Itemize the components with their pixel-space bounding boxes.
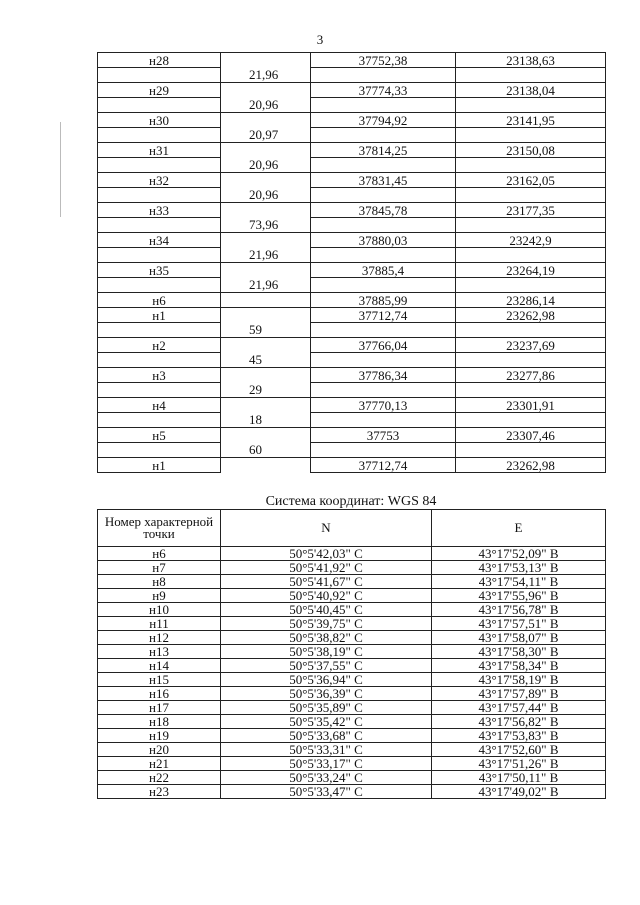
e-coordinate-cell: 43°17'58,19" В bbox=[432, 673, 606, 687]
n-coordinate-cell: 37752,38 bbox=[311, 53, 456, 68]
n-coordinate-cell: 37786,34 bbox=[311, 368, 456, 383]
table-row bbox=[98, 428, 606, 443]
point-cell: н9 bbox=[98, 589, 221, 603]
n-coordinate-cell: 50°5'33,68" С bbox=[221, 729, 432, 743]
n-coordinate-cell: 50°5'40,92" С bbox=[221, 589, 432, 603]
empty-cell bbox=[311, 383, 456, 398]
empty-cell bbox=[456, 188, 606, 203]
empty-cell bbox=[98, 188, 221, 203]
middle-cell bbox=[221, 233, 311, 248]
table-header-row bbox=[98, 510, 606, 547]
empty-cell bbox=[311, 248, 456, 263]
e-coordinate-cell: 43°17'56,78" В bbox=[432, 603, 606, 617]
empty-cell bbox=[311, 413, 456, 428]
point-cell: н15 bbox=[98, 673, 221, 687]
empty-cell bbox=[98, 128, 221, 143]
empty-cell bbox=[456, 218, 606, 233]
distance-cell: 20,96 bbox=[221, 158, 311, 173]
distance-row bbox=[98, 443, 606, 458]
point-cell: н19 bbox=[98, 729, 221, 743]
header-point-number: Номер характерной точки bbox=[98, 510, 221, 547]
n-coordinate-cell: 50°5'33,24" С bbox=[221, 771, 432, 785]
point-cell: н31 bbox=[98, 143, 221, 158]
table-row bbox=[98, 338, 606, 353]
n-coordinate-cell: 50°5'38,82" С bbox=[221, 631, 432, 645]
empty-cell bbox=[311, 443, 456, 458]
e-coordinate-cell: 43°17'52,09" В bbox=[432, 547, 606, 561]
empty-cell bbox=[311, 98, 456, 113]
margin-mark bbox=[60, 122, 61, 217]
n-coordinate-cell: 37814,25 bbox=[311, 143, 456, 158]
table-row bbox=[98, 757, 606, 771]
middle-cell bbox=[221, 53, 311, 68]
empty-cell bbox=[98, 278, 221, 293]
distance-row bbox=[98, 128, 606, 143]
e-coordinate-cell: 23264,19 bbox=[456, 263, 606, 278]
e-coordinate-cell: 23277,86 bbox=[456, 368, 606, 383]
table-row bbox=[98, 701, 606, 715]
e-coordinate-cell: 43°17'55,96" В bbox=[432, 589, 606, 603]
e-coordinate-cell: 43°17'50,11" В bbox=[432, 771, 606, 785]
empty-cell bbox=[98, 443, 221, 458]
empty-cell bbox=[311, 218, 456, 233]
middle-cell bbox=[221, 293, 311, 308]
empty-cell bbox=[98, 248, 221, 263]
distance-row bbox=[98, 68, 606, 83]
table-row bbox=[98, 561, 606, 575]
point-cell: н1 bbox=[98, 458, 221, 473]
n-coordinate-cell: 50°5'36,94" С bbox=[221, 673, 432, 687]
empty-cell bbox=[311, 278, 456, 293]
n-coordinate-cell: 37766,04 bbox=[311, 338, 456, 353]
n-coordinate-cell: 37831,45 bbox=[311, 173, 456, 188]
table-row bbox=[98, 687, 606, 701]
e-coordinate-cell: 23242,9 bbox=[456, 233, 606, 248]
distance-row bbox=[98, 413, 606, 428]
n-coordinate-cell: 37794,92 bbox=[311, 113, 456, 128]
local-coordinates-table bbox=[97, 52, 606, 473]
e-coordinate-cell: 23262,98 bbox=[456, 308, 606, 323]
n-coordinate-cell: 37753 bbox=[311, 428, 456, 443]
empty-cell bbox=[98, 353, 221, 368]
n-coordinate-cell: 37774,33 bbox=[311, 83, 456, 98]
table-row bbox=[98, 458, 606, 473]
table-row bbox=[98, 113, 606, 128]
n-coordinate-cell: 37712,74 bbox=[311, 458, 456, 473]
e-coordinate-cell: 23141,95 bbox=[456, 113, 606, 128]
table-row bbox=[98, 631, 606, 645]
point-cell: н21 bbox=[98, 757, 221, 771]
distance-cell: 60 bbox=[221, 443, 311, 458]
n-coordinate-cell: 37885,99 bbox=[311, 293, 456, 308]
n-coordinate-cell: 50°5'35,89" С bbox=[221, 701, 432, 715]
distance-row bbox=[98, 353, 606, 368]
empty-cell bbox=[98, 158, 221, 173]
n-coordinate-cell: 50°5'33,17" С bbox=[221, 757, 432, 771]
n-coordinate-cell: 50°5'36,39" С bbox=[221, 687, 432, 701]
e-coordinate-cell: 23177,35 bbox=[456, 203, 606, 218]
point-cell: н10 bbox=[98, 603, 221, 617]
e-coordinate-cell: 43°17'58,30" В bbox=[432, 645, 606, 659]
table-row bbox=[98, 233, 606, 248]
empty-cell bbox=[98, 383, 221, 398]
table-row bbox=[98, 547, 606, 561]
point-cell: н2 bbox=[98, 338, 221, 353]
e-coordinate-cell: 43°17'49,02" В bbox=[432, 785, 606, 799]
distance-cell: 20,97 bbox=[221, 128, 311, 143]
middle-cell bbox=[221, 263, 311, 278]
e-coordinate-cell: 23138,04 bbox=[456, 83, 606, 98]
table-row bbox=[98, 659, 606, 673]
e-coordinate-cell: 43°17'57,89" В bbox=[432, 687, 606, 701]
e-coordinate-cell: 43°17'53,13" В bbox=[432, 561, 606, 575]
point-cell: н28 bbox=[98, 53, 221, 68]
middle-cell bbox=[221, 338, 311, 353]
coordinate-system-caption: Система координат: WGS 84 bbox=[265, 494, 437, 509]
point-cell: н32 bbox=[98, 173, 221, 188]
point-cell: н7 bbox=[98, 561, 221, 575]
empty-cell bbox=[311, 158, 456, 173]
table-row bbox=[98, 143, 606, 158]
n-coordinate-cell: 37770,13 bbox=[311, 398, 456, 413]
table-row bbox=[98, 398, 606, 413]
empty-cell bbox=[456, 383, 606, 398]
empty-cell bbox=[456, 443, 606, 458]
distance-cell: 73,96 bbox=[221, 218, 311, 233]
table-row bbox=[98, 715, 606, 729]
empty-cell bbox=[456, 158, 606, 173]
table-row bbox=[98, 771, 606, 785]
table-row bbox=[98, 308, 606, 323]
empty-cell bbox=[456, 128, 606, 143]
table-row bbox=[98, 603, 606, 617]
point-cell: н29 bbox=[98, 83, 221, 98]
wgs84-coordinates-table bbox=[97, 509, 606, 799]
e-coordinate-cell: 23301,91 bbox=[456, 398, 606, 413]
distance-row bbox=[98, 323, 606, 338]
point-cell: н1 bbox=[98, 308, 221, 323]
table-row bbox=[98, 589, 606, 603]
empty-cell bbox=[456, 413, 606, 428]
empty-cell bbox=[311, 188, 456, 203]
distance-row bbox=[98, 278, 606, 293]
point-cell: н6 bbox=[98, 293, 221, 308]
e-coordinate-cell: 23237,69 bbox=[456, 338, 606, 353]
n-coordinate-cell: 50°5'39,75" С bbox=[221, 617, 432, 631]
table-row bbox=[98, 617, 606, 631]
empty-cell bbox=[98, 323, 221, 338]
middle-cell bbox=[221, 173, 311, 188]
point-cell: н33 bbox=[98, 203, 221, 218]
middle-cell bbox=[221, 203, 311, 218]
point-cell: н4 bbox=[98, 398, 221, 413]
middle-cell bbox=[221, 113, 311, 128]
e-coordinate-cell: 23150,08 bbox=[456, 143, 606, 158]
empty-cell bbox=[456, 353, 606, 368]
point-cell: н17 bbox=[98, 701, 221, 715]
e-coordinate-cell: 43°17'56,82" В bbox=[432, 715, 606, 729]
point-cell: н14 bbox=[98, 659, 221, 673]
e-coordinate-cell: 43°17'53,83" В bbox=[432, 729, 606, 743]
middle-cell bbox=[221, 83, 311, 98]
point-cell: н23 bbox=[98, 785, 221, 799]
distance-row bbox=[98, 98, 606, 113]
distance-cell: 20,96 bbox=[221, 98, 311, 113]
middle-cell bbox=[221, 458, 311, 473]
distance-cell: 29 bbox=[221, 383, 311, 398]
table-row bbox=[98, 743, 606, 757]
middle-cell bbox=[221, 143, 311, 158]
n-coordinate-cell: 50°5'38,19" С bbox=[221, 645, 432, 659]
empty-cell bbox=[456, 248, 606, 263]
e-coordinate-cell: 23307,46 bbox=[456, 428, 606, 443]
n-coordinate-cell: 50°5'41,67" С bbox=[221, 575, 432, 589]
n-coordinate-cell: 37885,4 bbox=[311, 263, 456, 278]
n-coordinate-cell: 37845,78 bbox=[311, 203, 456, 218]
table-row bbox=[98, 203, 606, 218]
empty-cell bbox=[98, 218, 221, 233]
table-row bbox=[98, 263, 606, 278]
empty-cell bbox=[311, 68, 456, 83]
n-coordinate-cell: 50°5'37,55" С bbox=[221, 659, 432, 673]
table-row bbox=[98, 785, 606, 799]
point-cell: н12 bbox=[98, 631, 221, 645]
point-cell: н11 bbox=[98, 617, 221, 631]
distance-cell: 45 bbox=[221, 353, 311, 368]
page-number: 3 bbox=[316, 32, 324, 47]
table-row bbox=[98, 575, 606, 589]
e-coordinate-cell: 23138,63 bbox=[456, 53, 606, 68]
empty-cell bbox=[456, 278, 606, 293]
point-cell: н18 bbox=[98, 715, 221, 729]
point-cell: н3 bbox=[98, 368, 221, 383]
e-coordinate-cell: 43°17'52,60" В bbox=[432, 743, 606, 757]
distance-cell: 20,96 bbox=[221, 188, 311, 203]
empty-cell bbox=[456, 98, 606, 113]
table-row bbox=[98, 83, 606, 98]
e-coordinate-cell: 43°17'57,44" В bbox=[432, 701, 606, 715]
point-cell: н30 bbox=[98, 113, 221, 128]
header-e: E bbox=[432, 510, 606, 547]
point-cell: н6 bbox=[98, 547, 221, 561]
empty-cell bbox=[311, 128, 456, 143]
n-coordinate-cell: 50°5'33,31" С bbox=[221, 743, 432, 757]
empty-cell bbox=[311, 353, 456, 368]
table-row bbox=[98, 673, 606, 687]
n-coordinate-cell: 50°5'33,47" С bbox=[221, 785, 432, 799]
e-coordinate-cell: 23162,05 bbox=[456, 173, 606, 188]
empty-cell bbox=[456, 68, 606, 83]
distance-cell: 21,96 bbox=[221, 278, 311, 293]
distance-row bbox=[98, 218, 606, 233]
table-row bbox=[98, 293, 606, 308]
empty-cell bbox=[311, 323, 456, 338]
distance-row bbox=[98, 248, 606, 263]
point-cell: н35 bbox=[98, 263, 221, 278]
point-cell: н8 bbox=[98, 575, 221, 589]
distance-cell: 18 bbox=[221, 413, 311, 428]
middle-cell bbox=[221, 368, 311, 383]
e-coordinate-cell: 43°17'58,34" В bbox=[432, 659, 606, 673]
e-coordinate-cell: 43°17'58,07" В bbox=[432, 631, 606, 645]
n-coordinate-cell: 37880,03 bbox=[311, 233, 456, 248]
middle-cell bbox=[221, 308, 311, 323]
distance-cell: 21,96 bbox=[221, 68, 311, 83]
e-coordinate-cell: 43°17'54,11" В bbox=[432, 575, 606, 589]
point-cell: н13 bbox=[98, 645, 221, 659]
distance-row bbox=[98, 188, 606, 203]
n-coordinate-cell: 50°5'41,92" С bbox=[221, 561, 432, 575]
table-row bbox=[98, 53, 606, 68]
empty-cell bbox=[98, 413, 221, 428]
n-coordinate-cell: 50°5'35,42" С bbox=[221, 715, 432, 729]
e-coordinate-cell: 23286,14 bbox=[456, 293, 606, 308]
distance-cell: 21,96 bbox=[221, 248, 311, 263]
table-row bbox=[98, 729, 606, 743]
distance-cell: 59 bbox=[221, 323, 311, 338]
table-row bbox=[98, 368, 606, 383]
n-coordinate-cell: 37712,74 bbox=[311, 308, 456, 323]
empty-cell bbox=[98, 68, 221, 83]
distance-row bbox=[98, 383, 606, 398]
point-cell: н34 bbox=[98, 233, 221, 248]
table-row bbox=[98, 645, 606, 659]
empty-cell bbox=[456, 323, 606, 338]
middle-cell bbox=[221, 398, 311, 413]
empty-cell bbox=[98, 98, 221, 113]
point-cell: н5 bbox=[98, 428, 221, 443]
n-coordinate-cell: 50°5'42,03" С bbox=[221, 547, 432, 561]
e-coordinate-cell: 43°17'57,51" В bbox=[432, 617, 606, 631]
distance-row bbox=[98, 158, 606, 173]
table-row bbox=[98, 173, 606, 188]
e-coordinate-cell: 23262,98 bbox=[456, 458, 606, 473]
middle-cell bbox=[221, 428, 311, 443]
n-coordinate-cell: 50°5'40,45" С bbox=[221, 603, 432, 617]
header-n: N bbox=[221, 510, 432, 547]
point-cell: н22 bbox=[98, 771, 221, 785]
point-cell: н16 bbox=[98, 687, 221, 701]
point-cell: н20 bbox=[98, 743, 221, 757]
e-coordinate-cell: 43°17'51,26" В bbox=[432, 757, 606, 771]
